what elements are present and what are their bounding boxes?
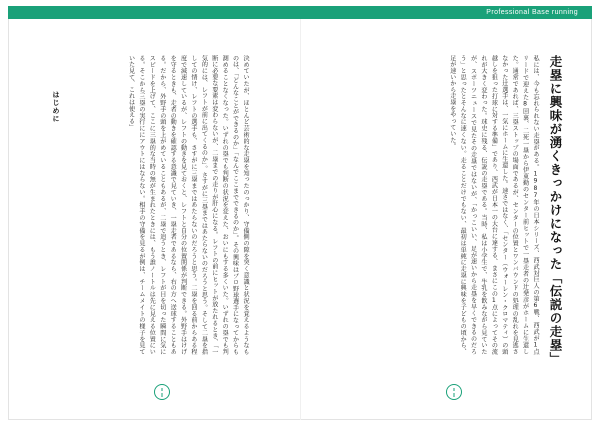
running-header-bar [8,6,592,19]
spread-content [8,19,592,420]
folio-right [446,384,462,400]
right-page-body-text: 私には、今も忘れられない走塁がある。1987年の日本シリーズ、西武対巨人の第6戦、西武が1点リードで迎えた8回裏、二死一塁から伊東勤のセンター前ヒットで一塁走者の辻発彦がホームに生還した。通常であれば、三塁ストップの場面であるが、センターの位置とワンバウンドの処理の乱れを見逃さなかった辻選手は、一気にホームに生還した。速さではなく、「センター（ウォーレン・クロマティ）の頭越しを狙った打球に対する準備」であり、西武が日本一の大台に達する、まさにこの1点によってその流れが大きく変わった。球史に残る、伝説の走塁である。当時、私は小学生で、牛乳を飲みながら見ていたが、スポーツニュースで見たその走塁ではないが、「かっこいい、足が速いから走塁を早くできるのだろう」と思ったとそんなに速くない。走ることだけでもない、最初は単純に走塁に興味を子どもの頃から、足が速いから走塁をやっていた。 [448,55,539,355]
section-kicker: はじめに [52,91,60,123]
folio-left [154,384,170,400]
chapter-heading: 走塁に興味が湧くきっかけになった「伝説の走塁」 [548,55,563,366]
left-page-body-text: 決めていたが、ほとんど芸術的な走塁を知ったのっかり、守備側の隙を突く意識と状況を覚えるようなものは、「どんなことができるのか」「なんでここまでできるのか」。その興味はプロ野球選手になってからも測めることなくなった。いずれの塁でも判断の状況を変えた、おいにもする多くいた。いずれの塁でも判断に必要な要素は変わらないが、二塁までの走りが肝心になる。レフトの前にヒットが放たれるとき、「一気的には、レフトが前に出てくるのか」。さすがに三塁まではあたらないのだろうと思う。そして二塁を指しての情け、レフトの選手も、さすがに三塁まではあたらないのだろうと思う。二塁を回る前からある程度で減速しているが、レフトの動きを見ておくと、レフトと自分の位置関係が判断できる。外野手はけげを守るときも、走者の動きを確認する意識で見ていき、一塁走者であるなら、右の方へ送球することもある。だから、外野手の頭を上がめていることもあるが、二塁で追うとき、レフトが目を切った瞬間に気にスピードを上げて、ここに三塁的な当時の無が生まれたときには、もう誰ノートルは先に見える位置にいる。そこから三塁の実行ににアウトにはならない。相手の守備を見るが例は、チームメイトの様子を見ていた見て、これは使える」 [127,55,249,355]
running-header-text: Professional Base running [486,9,578,16]
